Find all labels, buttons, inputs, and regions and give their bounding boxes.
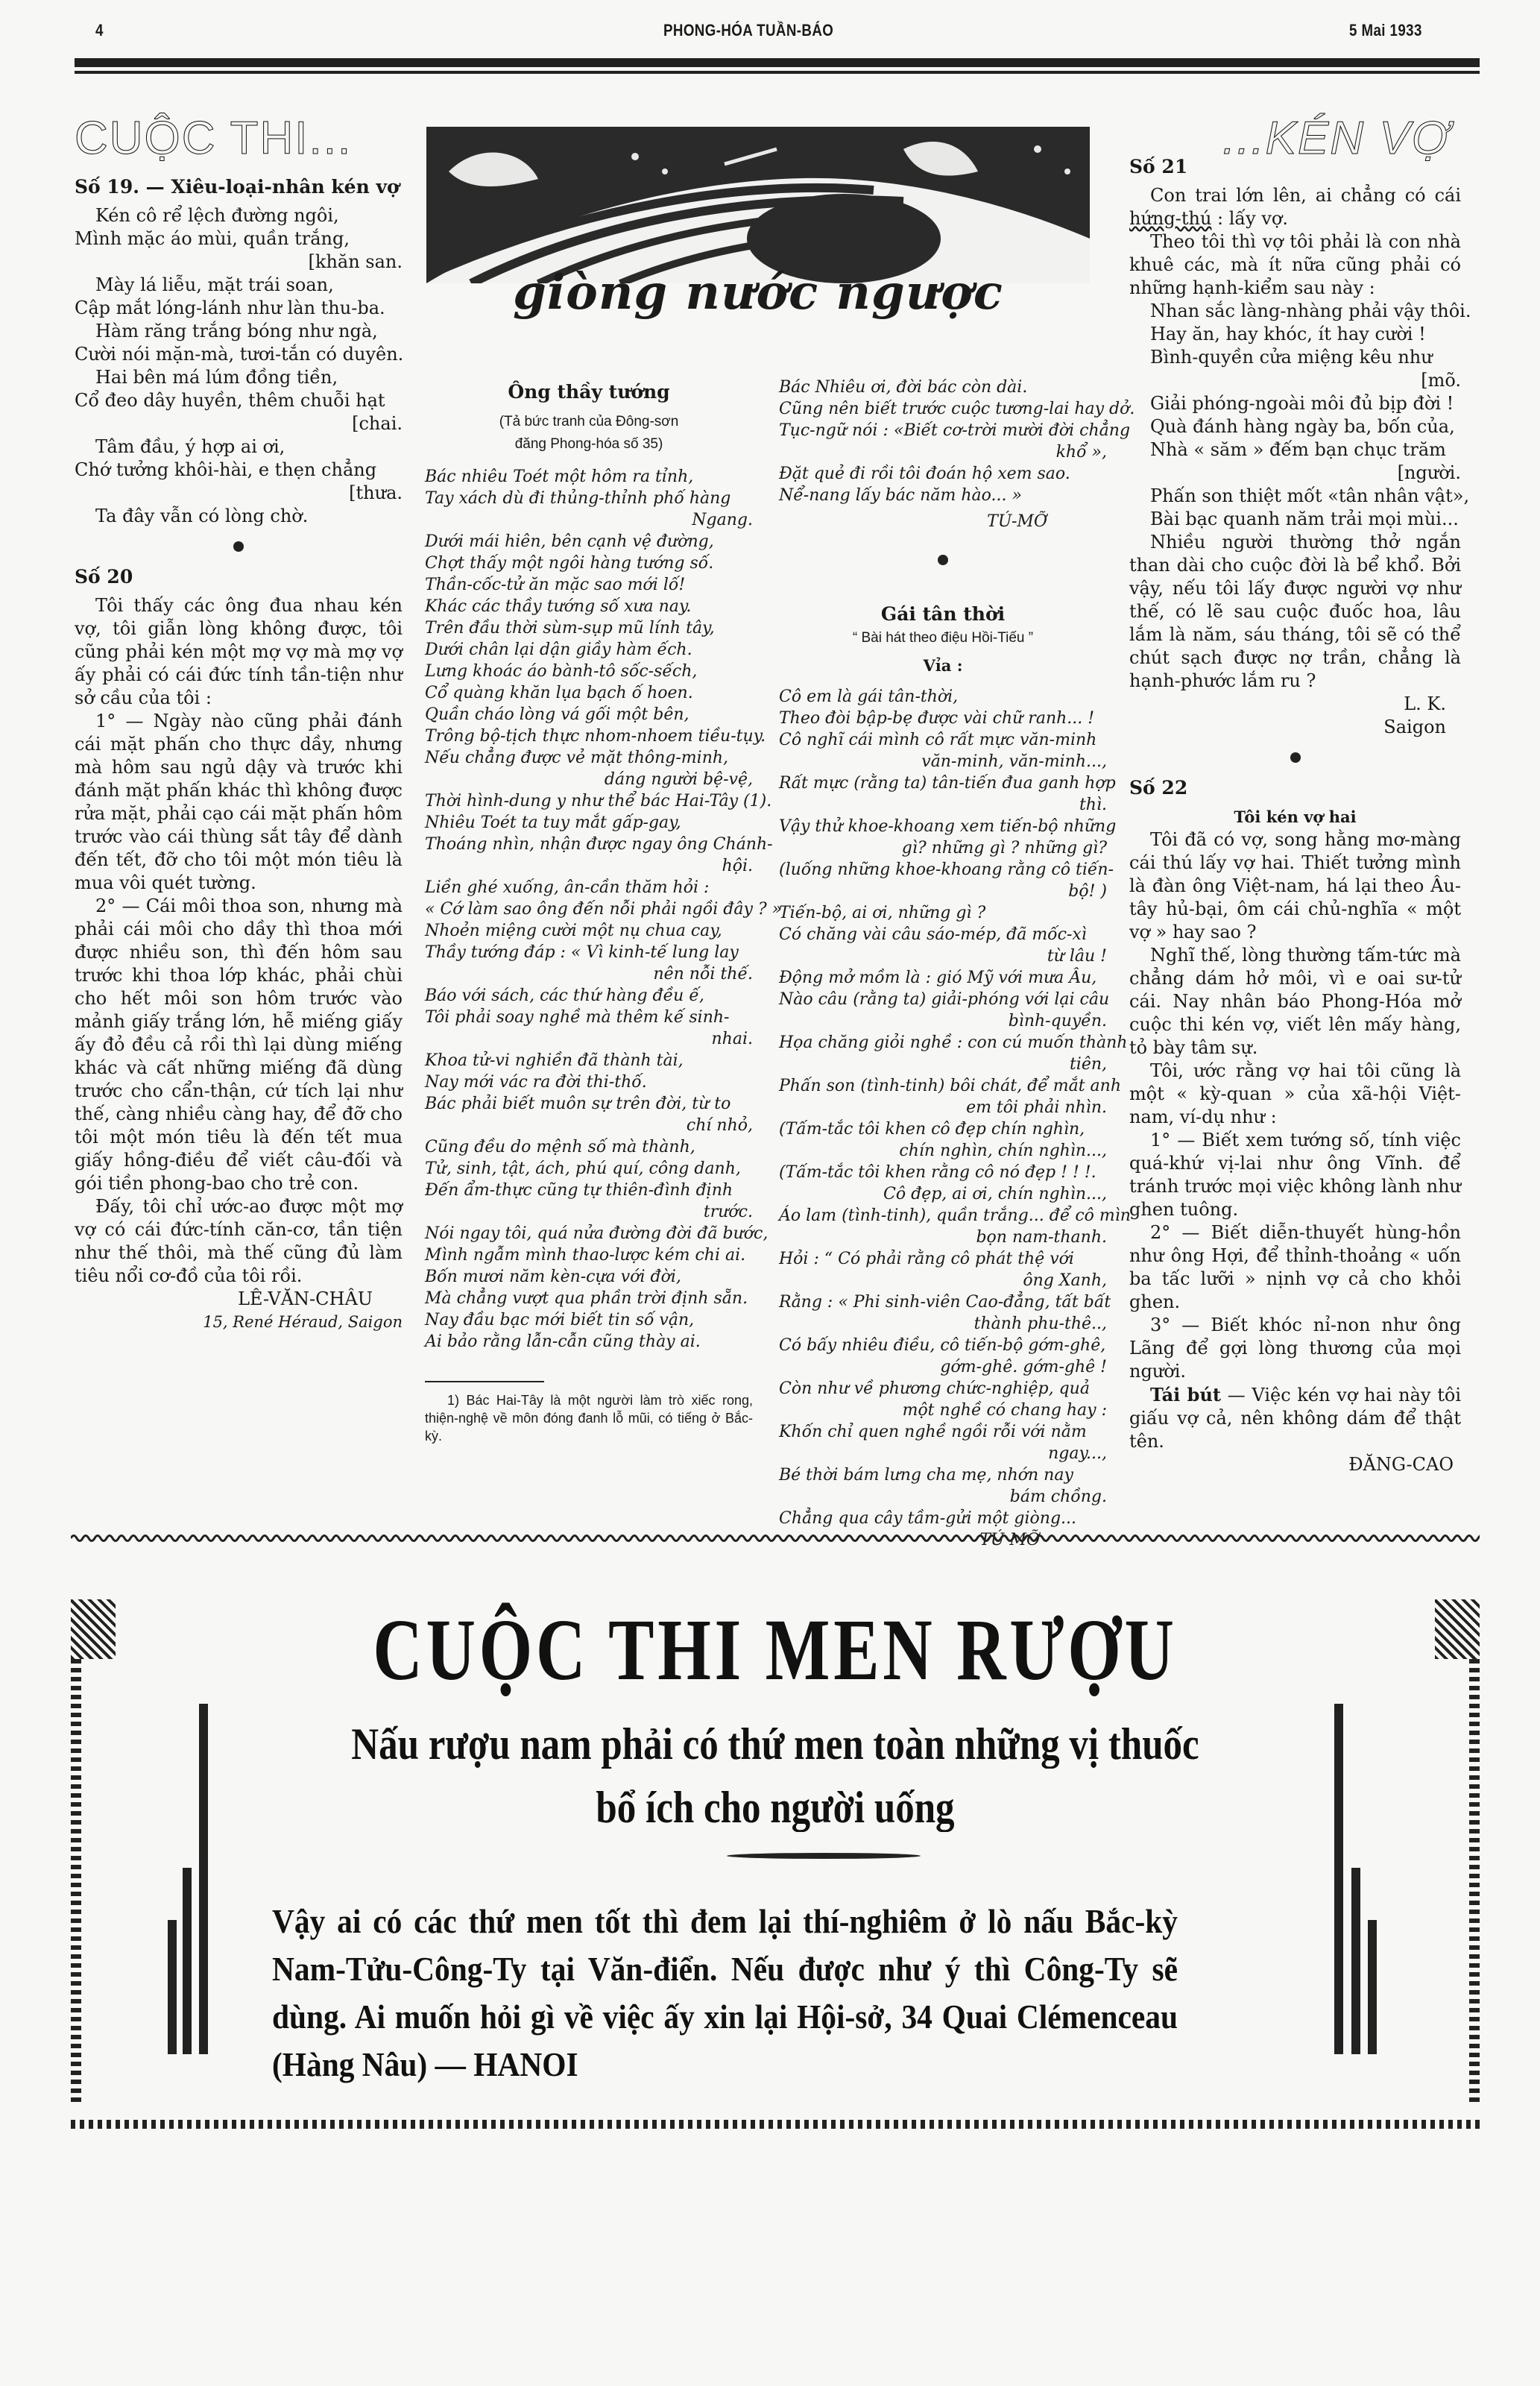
- poem-continuation: [779, 377, 1135, 506]
- entry-20-paragraph: Đấy, tôi chỉ ước-ao được một mợ vợ có cái đức-tính căn-cơ, tần tiện như thế thôi, mà thế cũng đủ làm tiêu nổi cơ-đồ của tôi rồi.: [75, 1196, 403, 1286]
- poem-line: dáng người bệ-vệ,: [604, 770, 753, 789]
- ornament-border-bottom: [71, 2120, 1480, 2129]
- poem-line: Còn như về phương chức-nghiệp, quả: [779, 1379, 1090, 1398]
- publication-name: PHONG-HÓA TUẦN-BÁO: [663, 21, 834, 40]
- poem-line: Cô nghĩ cái mình cô rất mực văn-minh: [779, 731, 1097, 749]
- poem-title-gai-tan-thoi: Gái tân thời: [880, 603, 1006, 625]
- via-label: Vỉa :: [923, 656, 963, 675]
- poem-line: Quà đánh hàng ngày ba, bốn của,: [1150, 416, 1455, 437]
- entry-22-paragraph: 2° — Biết diễn-thuyết hùng-hồn như ông Hợi, để thỉnh-thoảng « uốn ba tấc lưỡi » nịnh vợ cả cho khỏi ghen.: [1129, 1222, 1461, 1312]
- ad-body-text: Vậy ai có các thứ men tốt thì đem lại thí-nghiêm ở lò nấu Bắc-kỳ Nam-Tửu-Công-Ty tại Văn-điển. Nếu được như ý thì Công-Ty sẽ dùng. Ai muốn hỏi gì về việc ấy xin lại Hội-sở, 34 Quai Clémenceau (Hàng Nâu) — HANOI: [272, 1902, 1178, 2083]
- poem-line: khổ »,: [1055, 443, 1107, 462]
- poem-line: chín nghìn, chín nghìn...,: [899, 1142, 1107, 1160]
- column-3: [779, 377, 1135, 1551]
- poem-line: một nghề có chang hay :: [902, 1401, 1107, 1420]
- entry-22-paragraph: Nghĩ thế, lòng thường tấm-tức mà chẳng dám hở môi, vì e oai sư-tử cái. Nay nhân báo Phong-Hóa mở cuộc thi kén vợ, viết lên mấy hàng, tỏ bày tâm sự.: [1129, 945, 1461, 1058]
- entry-22-paragraph: Tôi đã có vợ, song hằng mơ-màng cái thú lấy vợ hai. Thiết tưởng mình là đàn ông Việt-nam, há lại theo Âu-tây hủ-bại, ôm cái chủ-nghĩa « một vợ » hay sao ?: [1129, 829, 1461, 942]
- ad-bar-decoration: [1334, 1704, 1343, 2054]
- banner-script-title: giòng nước ngược: [513, 265, 1003, 321]
- poem-line: hội.: [722, 857, 753, 875]
- header-rule-thin: [75, 71, 1480, 74]
- poem-line: Nói ngay tôi, quá nửa đường đời đã bước,: [425, 1224, 769, 1243]
- poem-line: Tay xách dù đi thủng-thỉnh phố hàng: [425, 489, 731, 508]
- poem-line: Rằng : « Phi sinh-viên Cao-đẳng, tất bất: [779, 1293, 1111, 1312]
- poem-line: Rất mực (rằng ta) tân-tiến đua ganh hợp: [779, 774, 1116, 793]
- poem-line: « Cớ làm sao ông đến nỗi phải ngồi đây ? »: [425, 900, 783, 919]
- ad-ornament-rule: [727, 1853, 921, 1859]
- poem-line: Nếu chẳng được vẻ mặt thông-minh,: [425, 749, 729, 767]
- poem-line: Mà chẳng vượt qua phần trời định sẵn.: [425, 1289, 748, 1308]
- entry-20-paragraph: 2° — Cái môi thoa son, nhưng mà phải cái môi cho dầy thì thoa mới được nhiều son, thì đến hôm sau trước khi thoa lớp khác, phải chùi cho hết môi son hôm trước vào mảnh giấy trắng lớn, hễ miếng giấy ấy đỏ đều cả rồi thì lại dùng miếng khác và cất những miếng đã dùng trước cho cẩn-thận, cứ tích lại như thế, càng nhiều càng hay, để đỡ cho tôi một món tiêu là đến tết mua giấy hồng-điều để viết câu-đối và gói tiền phong-bao cho trẻ con.: [75, 895, 403, 1194]
- poem-line: Bé thời bám lưng cha mẹ, nhớn nay: [779, 1466, 1073, 1485]
- poem-line: gớm-ghê. gớm-ghê !: [940, 1358, 1107, 1376]
- ornament-border-right: [1469, 1659, 1480, 2106]
- poem-line: Tôi phải soay nghề mà thêm kế sinh-: [425, 1008, 730, 1027]
- poem-line: tiên,: [1069, 1055, 1107, 1074]
- poem-line: Nhoẻn miệng cười một nụ chua cay,: [425, 922, 722, 940]
- poem-line: thành phu-thê..,: [973, 1315, 1107, 1333]
- poem-line: Bác phải biết muôn sự trên đời, từ to: [425, 1095, 731, 1113]
- poem-line: Thời hình-dung y như thể bác Hai-Tây (1).: [425, 792, 772, 810]
- poem-line: ông Xanh,: [1023, 1271, 1107, 1290]
- woodcut-banner: [426, 127, 1090, 324]
- poem-line: Cô em là gái tân-thời,: [779, 687, 959, 706]
- poem-line: Hay ăn, hay khóc, ít hay cười !: [1150, 324, 1426, 344]
- poem-line: Họa chăng giỏi nghề : con cú muốn thành: [779, 1033, 1128, 1052]
- poem-line: gì? những gì ? những gì?: [901, 839, 1107, 857]
- poem-line: Tử, sinh, tật, ách, phú quí, công danh,: [425, 1159, 741, 1178]
- poem-line: Áo lam (tình-tinh), quần trắng... để cô mìn: [779, 1206, 1131, 1225]
- poem-line: (Tấm-tắc tôi khen rằng cô nó đẹp ! ! !.: [779, 1163, 1096, 1182]
- text: Con trai lớn lên, ai chẳng có cái: [1150, 185, 1461, 206]
- poem-line: [thưa.: [349, 482, 403, 503]
- ornament-border-left: [71, 1659, 81, 2106]
- poem-line: Phấn son (tình-tinh) bôi chát, để mắt anh: [779, 1077, 1122, 1095]
- poem-line: Thoáng nhìn, nhận được ngay ông Chánh-: [425, 835, 773, 854]
- poem-line: Có chăng vài câu sáo-mép, đã mốc-xì: [779, 925, 1087, 944]
- footnote-rule: [425, 1381, 544, 1382]
- poem-line: [mõ.: [1421, 370, 1461, 391]
- poem-line: nhai.: [711, 1030, 753, 1048]
- poem-line: Tâm đầu, ý hợp ai ơi,: [95, 436, 285, 457]
- poem-line: ngay...,: [1048, 1444, 1107, 1463]
- poem-line: Trông bộ-tịch thực nhom-nhoem tiều-tụy.: [425, 727, 766, 746]
- ad-bar-decoration: [1368, 1920, 1377, 2054]
- entry-22-heading: Số 22: [1129, 777, 1188, 799]
- poem-line: Thầy tướng đáp : « Vì kinh-tế lung lay: [425, 943, 739, 962]
- entry-19-poem: [75, 204, 403, 528]
- poem-line: Giải phóng-ngoài môi đủ bịp đời !: [1150, 393, 1454, 414]
- poem-line: Khốn chỉ quen nghề ngồi rỗi với nằm: [779, 1423, 1087, 1441]
- poem-line: [người.: [1397, 462, 1461, 483]
- section-title-left: CUỘC THI...: [75, 113, 353, 164]
- entry-22-paragraph: 3° — Biết khóc nỉ-non như ông Lãng để gợi lòng thương của mọi người.: [1129, 1315, 1461, 1382]
- entry-22-postscript: [1129, 1383, 1461, 1453]
- poem-subtitle: (Tả bức tranh của Đông-sơn: [499, 414, 679, 429]
- poem-line: Chớ tưởng khôi-hài, e thẹn chẳng: [75, 459, 377, 480]
- poem-ong-thay-tuong-body: [425, 466, 783, 1353]
- entry-19-heading: Số 19. — Xiêu-loại-nhân kén vợ: [75, 176, 400, 198]
- column-4: [1129, 155, 1471, 1476]
- poem-line: em tôi phải nhìn.: [966, 1098, 1107, 1117]
- poem-line: từ lâu !: [1047, 947, 1107, 966]
- entry-21-place: Saigon: [1383, 717, 1446, 737]
- woodcut-illustration: [426, 127, 1090, 283]
- poem-line: Mày lá liễu, mặt trái soan,: [95, 274, 334, 295]
- ornament-corner: [71, 1599, 116, 1659]
- ad-subtitle: bổ ích cho người uống: [596, 1783, 955, 1832]
- ad-bar-decoration: [1351, 1868, 1360, 2054]
- poem-line: Khác các thầy tướng số xưa nay.: [425, 597, 692, 616]
- postscript-label: Tái bút: [1150, 1384, 1221, 1406]
- separator-bullet: [938, 555, 948, 565]
- entry-22-paragraph: Tôi, ước rằng vợ hai tôi cũng là một « kỳ-quan » của xã-hội Việt-nam, ví-dụ như :: [1129, 1060, 1461, 1127]
- poem-line: Tục-ngữ nói : «Biết cơ-trời mười đời chẳng: [779, 421, 1131, 440]
- poem-line: (luống những khoe-khoang rằng cô tiến-: [779, 860, 1114, 879]
- poem-signature: TÚ MỠ: [979, 1531, 1040, 1549]
- poem-line: Bình-quyền cửa miệng kêu như: [1150, 347, 1433, 368]
- poem-line: Động mở mồm là : gió Mỹ với mưa Âu,: [779, 969, 1097, 987]
- poem-line: bám chồng.: [1009, 1488, 1107, 1506]
- poem-line: Thần-cốc-tử ăn mặc sao mới lố!: [425, 576, 686, 594]
- column-2: [425, 380, 783, 1445]
- poem-gai-tan-thoi-body: [779, 686, 1131, 1529]
- header-rule-thick: [75, 58, 1480, 67]
- ad-bar-decoration: [183, 1868, 192, 2054]
- ad-title: CUỘC THI MEN RƯỢU: [373, 1601, 1178, 1699]
- poem-line: Mình ngẫm mình thao-lược kém chi ai.: [425, 1246, 746, 1265]
- entry-20-paragraph: 1° — Ngày nào cũng phải đánh cái mặt phấn cho thực dầy, nhưng mà hôm sau ngủ dậy và trước khi đánh mặt phấn khác thì không được rửa mặt, phải cạo cái mặt phấn hôm trước vào cái thùng sắt tây để dành đến tết, đỡ cho tôi một món tiêu là mua vôi quét tường.: [75, 711, 403, 893]
- ad-bar-decoration: [199, 1704, 208, 2054]
- poem-line: Bốn mươi năm kèn-cựa với đời,: [425, 1268, 681, 1286]
- poem-line: bọn nam-thanh.: [976, 1228, 1107, 1247]
- poem-line: Dưới chân lại dận giầy hàm ếch.: [425, 640, 692, 659]
- poem-line: Chợt thấy một ngôi hàng tướng số.: [425, 554, 714, 573]
- advertisement-box: [71, 1599, 1480, 2106]
- poem-line: Cổ quàng khăn lụa bạch ố hoen.: [425, 684, 693, 702]
- poem-line: Cười nói mặn-mà, tươi-tắn có duyên.: [75, 344, 404, 365]
- poem-line: (Tấm-tắc tôi khen cô đẹp chín nghìn,: [779, 1120, 1085, 1139]
- poem-line: Liền ghé xuống, ân-cần thăm hỏi :: [425, 878, 710, 897]
- poem-line: Kén cô rể lệch đường ngôi,: [95, 205, 339, 226]
- entry-22-signature: ĐĂNG-CAO: [1348, 1454, 1454, 1475]
- poem-line: Mình mặc áo mùi, quần trắng,: [75, 228, 350, 249]
- poem-line: [khăn san.: [308, 251, 403, 272]
- entry-20-signature: LÊ-VĂN-CHÂU: [238, 1288, 373, 1309]
- poem-subtitle: đăng Phong-hóa số 35): [514, 436, 663, 452]
- entry-20-paragraph: Tôi thấy các ông đua nhau kén vợ, tôi giẫn lòng không được, tôi cũng phải kén một mợ vợ mà mợ vợ ấy phải có cái đức tính tần-tiện như sở cầu của tôi :: [75, 595, 403, 708]
- poem-line: [chai.: [352, 413, 403, 434]
- entry-21-intro: Theo tôi thì vợ tôi phải là con nhà khuê các, mà ít nữa cũng phải có những hạnh-kiểm sau này :: [1129, 231, 1461, 298]
- poem-line: Trên đầu thời sùm-sụp mũ lính tây,: [425, 619, 715, 638]
- poem-line: Quần cháo lòng vá gối một bên,: [425, 705, 689, 724]
- poem-line: Dưới mái hiên, bên cạnh vệ đường,: [425, 532, 714, 551]
- poem-line: Cũng nên biết trước cuộc tương-lai hay dở.: [779, 400, 1135, 418]
- separator-bullet: [1290, 752, 1301, 763]
- poem-line: Cổ đeo dây huyền, thêm chuỗi hạt: [75, 390, 385, 411]
- entry-22-subtitle: Tôi kén vợ hai: [1234, 808, 1357, 826]
- poem-line: Hai bên má lúm đồng tiền,: [95, 367, 338, 388]
- poem-line: Nể-nang lấy bác năm hào... »: [779, 486, 1022, 505]
- poem-line: Nay đầu bạc mới biết tin số vận,: [425, 1311, 695, 1329]
- ad-bar-decoration: [168, 1920, 177, 2054]
- poem-line: văn-minh, văn-minh...,: [921, 752, 1107, 771]
- poem-line: Cập mắt lóng-lánh như làn thu-ba.: [75, 298, 385, 318]
- poem-line: Nay mới vác ra đời thi-thố.: [425, 1073, 647, 1092]
- poem-line: Có bấy nhiêu điều, cô tiến-bộ gớm-ghê,: [779, 1336, 1106, 1355]
- entry-20-address: 15, René Héraud, Saigon: [203, 1313, 403, 1331]
- poem-line: Nhiêu Toét ta tuy mắt gấp-gay,: [425, 813, 681, 832]
- entry-21-intro: [1129, 184, 1461, 230]
- poem-line: Nhan sắc làng-nhàng phải vậy thôi.: [1150, 300, 1471, 321]
- poem-line: Báo với sách, các thứ hàng đều ế,: [425, 986, 704, 1005]
- poem-line: Bác nhiêu Toét một hôm ra tỉnh,: [425, 468, 694, 486]
- poem-line: Vậy thử khoe-khoang xem tiến-bộ những: [779, 817, 1117, 836]
- poem-line: bộ! ): [1068, 882, 1107, 901]
- entry-21-outro: Nhiều người thường thở ngắn than dài cho cuộc đời là bể khổ. Bởi vậy, nếu tôi lấy được người vợ như thế, có lẽ sau cuộc đuốc hoa, lâu lắm là năm, sáu tháng, tôi sẽ có thể chút sạch được nợ trần, chẳng là hạnh-phước lắm ru ?: [1129, 532, 1461, 691]
- poem-line: Đặt quẻ đi rồi tôi đoán hộ xem sao.: [779, 465, 1070, 483]
- poem-line: Cô đẹp, ai ơi, chín nghìn...,: [883, 1185, 1107, 1203]
- poem-line: Nhà « săm » đếm bạn chục trăm: [1150, 439, 1446, 460]
- poem-line: nên nỗi thế.: [653, 965, 753, 983]
- entry-20-heading: Số 20: [75, 566, 133, 588]
- poem-line: Tiến-bộ, ai ơi, những gì ?: [779, 904, 986, 922]
- issue-date: 5 Mai 1933: [1349, 21, 1422, 40]
- page-number: 4: [95, 21, 104, 40]
- poem-line: Cũng đều do mệnh số mà thành,: [425, 1138, 695, 1156]
- column-1: [75, 175, 403, 1334]
- poem-line: Hỏi : “ Có phải rằng cô phát thệ với: [779, 1250, 1074, 1268]
- underlined-word: hứng-thú: [1129, 208, 1212, 229]
- section-title-right: ...KÉN VỢ: [1222, 113, 1451, 164]
- poem-subtitle: “ Bài hát theo điệu Hồi-Tiếu ”: [852, 630, 1034, 646]
- poem-line: Phấn son thiệt mốt «tân nhân vật»,: [1150, 485, 1470, 506]
- poem-line: Hàm răng trắng bóng như ngà,: [95, 321, 378, 341]
- poem-line: Ta đây vẫn có lòng chờ.: [95, 506, 309, 526]
- poem-line: Bài bạc quanh năm trải mọi mùi...: [1150, 509, 1459, 529]
- footnote: 1) Bác Hai-Tây là một người làm trò xiếc rong, thiện-nghệ về môn đóng đanh lỗ mũi, có tiếng ở Bắc-kỳ.: [425, 1393, 753, 1444]
- poem-line: Ngang.: [692, 511, 753, 529]
- poem-line: Nào câu (rằng ta) giải-phóng với lại câu: [779, 990, 1110, 1009]
- poem-line: trước.: [703, 1203, 753, 1221]
- poem-line: thì.: [1079, 796, 1107, 814]
- poem-title-ong-thay-tuong: Ông thầy tướng: [508, 381, 670, 403]
- entry-21-verse: [1129, 300, 1471, 531]
- wavy-divider: [71, 1532, 1480, 1544]
- text: : lấy vợ.: [1211, 208, 1288, 229]
- poem-line: bình-quyền.: [1008, 1012, 1107, 1030]
- entry-22-paragraph: 1° — Biết xem tướng số, tính việc quá-khứ vị-lai như ông Vĩnh. để tránh trước mọi việc không lành như ghen tuông.: [1129, 1130, 1461, 1220]
- postscript-text: — Việc kén vợ hai này tôi giấu vợ cả, nên không dám để thật tên.: [1129, 1385, 1461, 1452]
- separator-bullet: [233, 541, 244, 552]
- ad-subtitle: Nấu rượu nam phải có thứ men toàn những vị thuốc: [351, 1719, 1199, 1769]
- poem-line: Chẳng qua cây tầm-gửi một giòng...: [779, 1509, 1077, 1528]
- entry-21-signature: L. K.: [1404, 693, 1446, 714]
- poem-line: Khoa tử-vi nghiền đã thành tài,: [425, 1051, 684, 1070]
- poem-signature: TÚ-MỠ: [987, 512, 1047, 531]
- poem-line: chí nhỏ,: [686, 1116, 753, 1135]
- poem-line: Theo đòi bập-bẹ được vài chữ ranh... !: [779, 709, 1095, 728]
- poem-line: Ai bảo rằng lẫn-cẫn cũng thày ai.: [425, 1332, 701, 1351]
- ornament-corner: [1435, 1599, 1480, 1659]
- poem-line: Lưng khoác áo bành-tô sốc-sếch,: [425, 662, 698, 681]
- entry-21-heading: Số 21: [1129, 156, 1188, 177]
- poem-line: Đến ẩm-thực cũng tự thiên-đình định: [425, 1181, 733, 1200]
- poem-line: Bác Nhiêu ơi, đời bác còn dài.: [779, 378, 1028, 397]
